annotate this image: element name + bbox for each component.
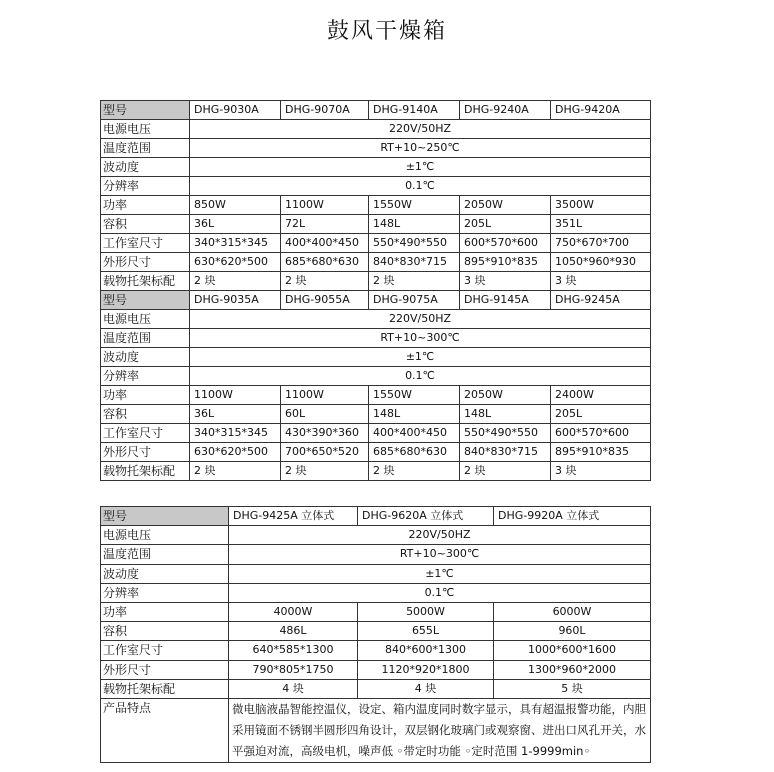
spec-row-temp-range xyxy=(101,139,651,158)
spec-row-outer-size xyxy=(101,443,651,462)
model-name: DHG-9245A xyxy=(551,291,651,310)
spec-value: 630*620*500 xyxy=(190,443,281,462)
spec-row-shelves xyxy=(101,272,651,291)
spec-row-chamber-size xyxy=(101,641,651,660)
model-row xyxy=(101,101,651,120)
spec-row-temp-range xyxy=(101,329,651,348)
spec-value: 700*650*520 xyxy=(281,443,369,462)
spec-value: 895*910*835 xyxy=(551,443,651,462)
spec-row-resolution xyxy=(101,177,651,196)
spec-label: 电源电压 xyxy=(101,310,190,329)
spec-value: 600*570*600 xyxy=(460,234,551,253)
spec-value: 550*490*550 xyxy=(460,424,551,443)
spec-value: 400*400*450 xyxy=(369,424,460,443)
spec-value: 2 块 xyxy=(369,272,460,291)
spec-value: 4 块 xyxy=(358,679,494,698)
spec-value: 685*680*630 xyxy=(369,443,460,462)
spec-label: 工作室尺寸 xyxy=(101,234,190,253)
spec-value: 4 块 xyxy=(229,679,358,698)
spec-label: 温度范围 xyxy=(101,545,229,564)
spec-value: 2 块 xyxy=(190,462,281,481)
spec-label: 分辨率 xyxy=(101,177,190,196)
spec-value: ±1℃ xyxy=(190,158,651,177)
spec-row-fluctuation xyxy=(101,348,651,367)
spec-label: 载物托架标配 xyxy=(101,272,190,291)
spec-label: 外形尺寸 xyxy=(101,443,190,462)
model-name: DHG-9140A xyxy=(369,101,460,120)
spec-label: 外形尺寸 xyxy=(101,660,229,679)
spec-value: 340*315*345 xyxy=(190,234,281,253)
model-name: DHG-9620A 立体式 xyxy=(358,507,494,526)
spec-label: 外形尺寸 xyxy=(101,253,190,272)
spec-label: 功率 xyxy=(101,386,190,405)
model-name: DHG-9420A xyxy=(551,101,651,120)
spec-value: 60L xyxy=(281,405,369,424)
spec-value: 1100W xyxy=(281,196,369,215)
spec-row-power xyxy=(101,196,651,215)
model-name: DHG-9035A xyxy=(190,291,281,310)
spec-value: 148L xyxy=(369,215,460,234)
model-name: DHG-9055A xyxy=(281,291,369,310)
spec-value: 205L xyxy=(460,215,551,234)
spec-value: 1050*960*930 xyxy=(551,253,651,272)
spec-value: 220V/50HZ xyxy=(190,120,651,139)
spec-label: 电源电压 xyxy=(101,120,190,139)
spec-value: 2050W xyxy=(460,386,551,405)
spec-row-outer-size xyxy=(101,253,651,272)
spec-row-chamber-size xyxy=(101,234,651,253)
spec-value: 840*830*715 xyxy=(460,443,551,462)
model-name: DHG-9920A 立体式 xyxy=(494,507,651,526)
spec-label: 容积 xyxy=(101,215,190,234)
spec-value: 4000W xyxy=(229,602,358,621)
spec-value: ±1℃ xyxy=(190,348,651,367)
spec-label: 电源电压 xyxy=(101,526,229,545)
spec-value: 550*490*550 xyxy=(369,234,460,253)
model-row xyxy=(101,507,651,526)
spec-value: 36L xyxy=(190,215,281,234)
spec-value: 0.1℃ xyxy=(190,177,651,196)
spec-row-voltage xyxy=(101,120,651,139)
spec-row-shelves xyxy=(101,462,651,481)
spec-label: 载物托架标配 xyxy=(101,679,229,698)
spec-label: 波动度 xyxy=(101,564,229,583)
spec-row-volume xyxy=(101,405,651,424)
spec-table-1 xyxy=(100,100,651,481)
spec-value: 1300*960*2000 xyxy=(494,660,651,679)
model-label: 型号 xyxy=(101,291,190,310)
spec-value: 895*910*835 xyxy=(460,253,551,272)
spec-label: 容积 xyxy=(101,405,190,424)
spec-value: 400*400*450 xyxy=(281,234,369,253)
spec-label: 功率 xyxy=(101,196,190,215)
page-title: 鼓风干燥箱 xyxy=(326,19,447,44)
spec-row-resolution xyxy=(101,367,651,386)
spec-value: 840*600*1300 xyxy=(358,641,494,660)
model-label: 型号 xyxy=(101,507,229,526)
spec-row-temp-range xyxy=(101,545,651,564)
spec-row-volume xyxy=(101,622,651,641)
spec-value: 3 块 xyxy=(460,272,551,291)
spec-value: 630*620*500 xyxy=(190,253,281,272)
spec-value: 2 块 xyxy=(281,272,369,291)
spec-value: 750*670*700 xyxy=(551,234,651,253)
spec-label: 波动度 xyxy=(101,158,190,177)
spec-value: RT+10~300℃ xyxy=(190,329,651,348)
spec-value: 72L xyxy=(281,215,369,234)
spec-value: 2400W xyxy=(551,386,651,405)
spec-row-voltage xyxy=(101,526,651,545)
spec-value: 351L xyxy=(551,215,651,234)
spec-value: 1550W xyxy=(369,196,460,215)
spec-row-resolution xyxy=(101,583,651,602)
spec-row-chamber-size xyxy=(101,424,651,443)
spec-label: 产品特点 xyxy=(101,698,229,762)
features-text: 微电脑液晶智能控温仪，设定、箱内温度同时数字显示，具有超温报警功能，内胆采用镜面不锈钢半圆形四角设计，双层钢化玻璃门或观察窗、进出口风孔开关，水平强迫对流，高级电机，噪声低 ◦带定时功能 ◦定时范围 1-9999min◦ xyxy=(229,698,651,762)
spec-label: 分辨率 xyxy=(101,583,229,602)
spec-row-shelves xyxy=(101,679,651,698)
model-row xyxy=(101,291,651,310)
spec-label: 波动度 xyxy=(101,348,190,367)
spec-value: 3 块 xyxy=(551,272,651,291)
spec-label: 温度范围 xyxy=(101,139,190,158)
spec-value: 486L xyxy=(229,622,358,641)
model-name: DHG-9240A xyxy=(460,101,551,120)
spec-label: 温度范围 xyxy=(101,329,190,348)
spec-row-fluctuation xyxy=(101,564,651,583)
model-label: 型号 xyxy=(101,101,190,120)
spec-value: 840*830*715 xyxy=(369,253,460,272)
spec-value: ±1℃ xyxy=(229,564,651,583)
spec-value: 5 块 xyxy=(494,679,651,698)
spec-row-power xyxy=(101,386,651,405)
spec-value: RT+10~300℃ xyxy=(229,545,651,564)
spec-value: 0.1℃ xyxy=(229,583,651,602)
spec-row-power xyxy=(101,602,651,621)
spec-value: 1000*600*1600 xyxy=(494,641,651,660)
spec-value: 1100W xyxy=(281,386,369,405)
model-name: DHG-9145A xyxy=(460,291,551,310)
spec-value: 3500W xyxy=(551,196,651,215)
spec-value: 960L xyxy=(494,622,651,641)
spec-value: 1100W xyxy=(190,386,281,405)
spec-label: 容积 xyxy=(101,622,229,641)
spec-value: 0.1℃ xyxy=(190,367,651,386)
spec-value: 2 块 xyxy=(460,462,551,481)
spec-label: 分辨率 xyxy=(101,367,190,386)
spec-row-voltage xyxy=(101,310,651,329)
spec-value: 2 块 xyxy=(190,272,281,291)
spec-value: 600*570*600 xyxy=(551,424,651,443)
spec-value: 790*805*1750 xyxy=(229,660,358,679)
spec-table-2 xyxy=(100,506,651,763)
spec-value: 36L xyxy=(190,405,281,424)
spec-value: RT+10~250℃ xyxy=(190,139,651,158)
spec-row-fluctuation xyxy=(101,158,651,177)
spec-value: 6000W xyxy=(494,602,651,621)
spec-row-volume xyxy=(101,215,651,234)
spec-value: 1120*920*1800 xyxy=(358,660,494,679)
spec-label: 功率 xyxy=(101,602,229,621)
spec-value: 148L xyxy=(369,405,460,424)
spec-value: 340*315*345 xyxy=(190,424,281,443)
spec-label: 工作室尺寸 xyxy=(101,424,190,443)
spec-value: 640*585*1300 xyxy=(229,641,358,660)
model-name: DHG-9425A 立体式 xyxy=(229,507,358,526)
spec-value: 850W xyxy=(190,196,281,215)
model-name: DHG-9030A xyxy=(190,101,281,120)
spec-value: 148L xyxy=(460,405,551,424)
spec-label: 工作室尺寸 xyxy=(101,641,229,660)
spec-label: 载物托架标配 xyxy=(101,462,190,481)
model-name: DHG-9075A xyxy=(369,291,460,310)
spec-value: 205L xyxy=(551,405,651,424)
spec-value: 220V/50HZ xyxy=(190,310,651,329)
spec-value: 685*680*630 xyxy=(281,253,369,272)
model-name: DHG-9070A xyxy=(281,101,369,120)
spec-value: 220V/50HZ xyxy=(229,526,651,545)
spec-value: 2 块 xyxy=(281,462,369,481)
features-row xyxy=(101,698,651,762)
spec-value: 5000W xyxy=(358,602,494,621)
spec-value: 2050W xyxy=(460,196,551,215)
spec-value: 430*390*360 xyxy=(281,424,369,443)
spec-value: 2 块 xyxy=(369,462,460,481)
spec-row-outer-size xyxy=(101,660,651,679)
spec-value: 1550W xyxy=(369,386,460,405)
spec-value: 3 块 xyxy=(551,462,651,481)
spec-value: 655L xyxy=(358,622,494,641)
